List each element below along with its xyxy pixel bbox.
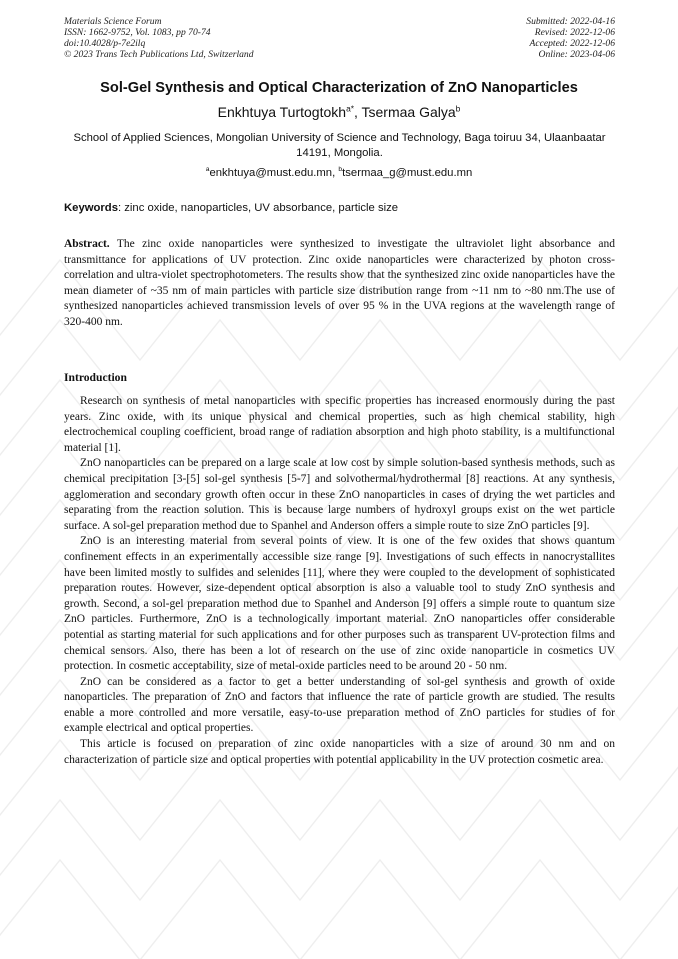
journal-name: Materials Science Forum — [64, 16, 162, 27]
author-1-affil-mark: a* — [346, 103, 354, 114]
online-date: Online: 2023-04-06 — [538, 49, 615, 60]
email-separator: , — [332, 167, 339, 179]
copyright-line: © 2023 Trans Tech Publications Ltd, Switzerland — [64, 49, 254, 60]
author-separator: , — [353, 104, 362, 120]
header-right — [526, 16, 615, 60]
intro-paragraph-2: ZnO nanoparticles can be prepared on a large scale at low cost by simple solution-based synthesis methods, such as chemical precipitation [3-[5] sol-gel synthesis [5-7] and solvothermal/hydrothermal [8] reactions. At any synthesis, agglomeration and secondary growth often occur in these ZnO nanoparticles in cases of drying the wet particles and separating from the reaction solution. This is because large numbers of hydroxyl groups exist on the wet particle surface. A sol-gel preparation method due to Spanhel and Anderson offers a simple route to size ZnO particles [9]. — [64, 457, 615, 532]
author-list — [40, 104, 638, 120]
keywords — [64, 202, 615, 214]
intro-paragraph-5: This article is focused on preparation of zinc oxide nanoparticles with a size of around 30 nm and on characterization of particle size and optical properties with potential applicability in the UV protection cosmetic area. — [64, 738, 615, 766]
author-1-name: Enkhtuya Turtogtokh — [217, 104, 347, 120]
email-a: enkhtuya@must.edu.mn — [209, 167, 333, 179]
keywords-text: : zinc oxide, nanoparticles, UV absorbance, particle size — [118, 202, 399, 214]
author-emails — [40, 167, 638, 179]
intro-paragraph-1: Research on synthesis of metal nanoparticles with specific properties has increased enormously during the past years. Zinc oxide, with its unique physical and chemical properties, such as high chemical stability, high electrochemical coupling coefficient, broad range of radiation absorption and high photo stability, is a multifunctional material [1]. — [64, 395, 615, 454]
intro-paragraph-4: ZnO can be considered as a factor to get a better understanding of sol-gel synthesis and growth of oxide nanoparticles. The preparation of ZnO and factors that influence the rate of particle growth are studied. The results enable a more controlled and more versatile, easy-to-use preparation method of ZnO particles for studies of for example electrical and optical properties. — [64, 675, 615, 735]
keywords-label: Keywords — [64, 202, 118, 214]
email-b: tsermaa_g@must.edu.mn — [342, 167, 473, 179]
abstract — [64, 237, 615, 331]
affiliation: School of Applied Sciences, Mongolian University of Science and Technology, Baga toiruu 34, Ulaanbaatar 14191, Mongolia. — [73, 132, 606, 159]
abstract-label: Abstract. — [64, 238, 110, 250]
introduction-heading: Introduction — [64, 371, 127, 384]
doi-line: doi:10.4028/p-7e2ilq — [64, 38, 146, 49]
introduction-body — [64, 394, 615, 768]
author-2-name: Tsermaa Galya — [361, 104, 456, 120]
author-2-affil-mark: b — [455, 103, 461, 114]
header-left — [64, 16, 254, 60]
revised-date: Revised: 2022-12-06 — [534, 27, 615, 38]
paper-title: Sol-Gel Synthesis and Optical Characterization of ZnO Nanoparticles — [100, 80, 578, 96]
issn-line: ISSN: 1662-9752, Vol. 1083, pp 70-74 — [64, 27, 211, 38]
accepted-date: Accepted: 2022-12-06 — [529, 38, 615, 49]
submitted-date: Submitted: 2022-04-16 — [526, 16, 615, 27]
abstract-text: The zinc oxide nanoparticles were synthesized to investigate the ultraviolet light absorbance and transmittance for applications of UV protection. Zinc oxide nanoparticles were characterized by photon cross-correlation and ultra-violet spectrophotometers. The results show that the synthesized zinc oxide nanoparticles have the mean diameter of ~35 nm of main particles with particle size distribution range from ~11 nm to ~80 nm.The use of synthesized nanoparticles achieved transmission levels of over 95 % in the UVA regions at the wavelength range of 320-400 nm. — [64, 238, 615, 328]
email-b-mark: b — [338, 166, 343, 174]
email-a-mark: a — [205, 166, 210, 174]
intro-paragraph-3: ZnO is an interesting material from several points of view. It is one of the few oxides that shows quantum confinement effects in an experimentally accessible size range [9]. Investigations of such effects in nanocrystallites have been limited mostly to sulfides and selenides [11], where they were coupled to the development of sophisticated preparation routes. However, size-dependent optical absorption is also a valuable tool to study ZnO synthesis and growth. Second, a sol-gel preparation method due to Spanhel and Anderson [9] offers a simple route to quantum size ZnO particles. Furthermore, ZnO is a technologically important material. ZnO nanoparticles offer considerable potential as starting material for such applications and for other purposes such as transparent UV-protection films and chemical sensors. Also, there has been a lot of research on the use of zinc oxide nanoparticle in cosmetics UV protection. In cosmetic acceptability, size of metal-oxide particles need to be around 20 - 50 nm. — [64, 535, 615, 673]
